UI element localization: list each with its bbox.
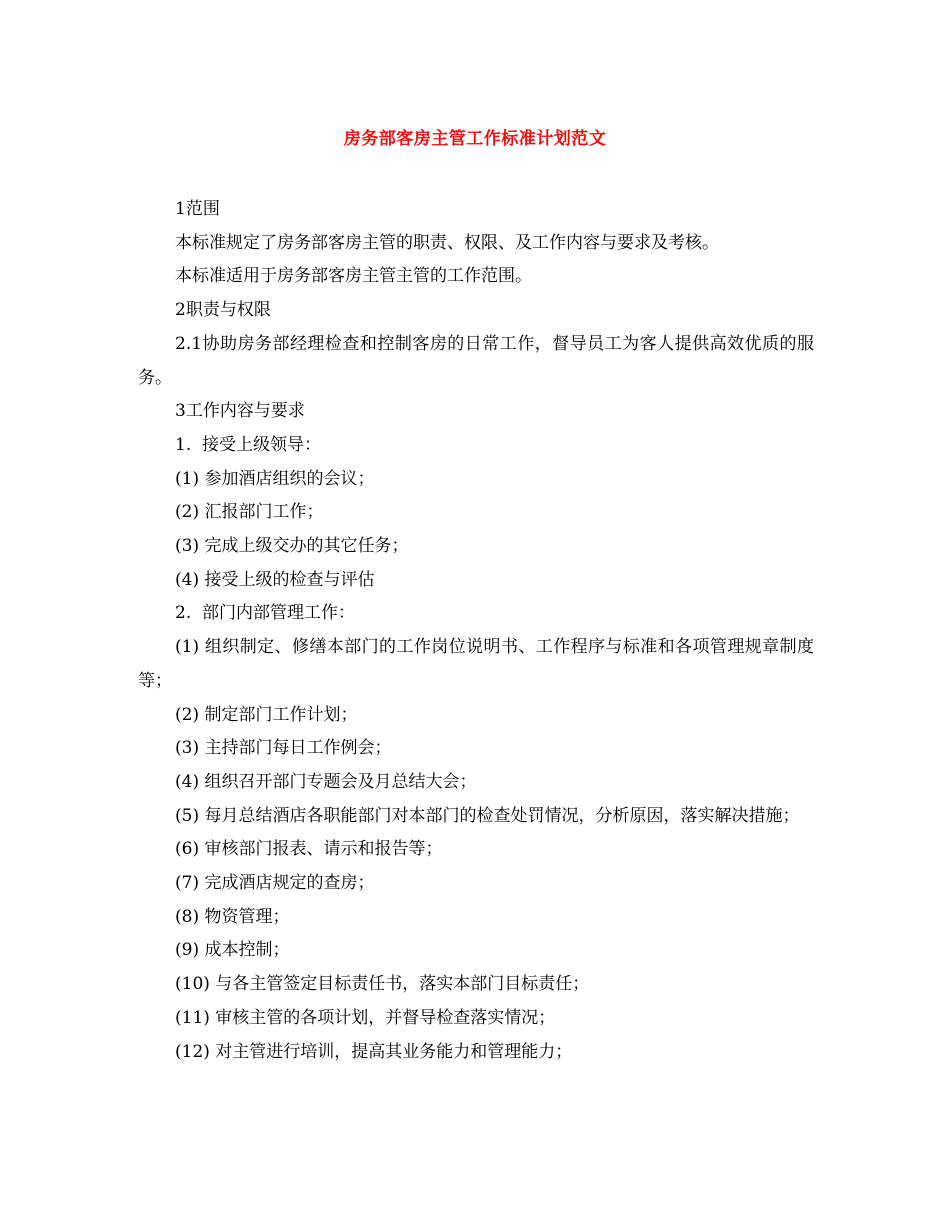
list-item: (11) 审核主管的各项计划，并督导检查落实情况； <box>175 1007 556 1028</box>
paragraph-duties-heading: 2职责与权限 <box>175 300 271 321</box>
list-item: (7) 完成酒店规定的查房； <box>175 873 375 894</box>
list-item: (3) 主持部门每日工作例会； <box>175 738 392 759</box>
list-item: (5) 每月总结酒店各职能部门对本部门的检查处罚情况，分析原因，落实解决措施； <box>175 805 800 826</box>
paragraph: 2.1协助房务部经理检查和控制客房的日常工作，督导员工为客人提供高效优质的服务。 <box>138 333 814 388</box>
list-item: (4) 接受上级的检查与评估 <box>175 569 375 590</box>
paragraph: 本标准规定了房务部客房主管的职责、权限、及工作内容与要求及考核。 <box>175 232 719 253</box>
list-item: (2) 制定部门工作计划； <box>175 704 358 725</box>
list-item: (6) 审核部门报表、请示和报告等； <box>175 839 443 860</box>
document-title: 房务部客房主管工作标准计划范文 <box>343 129 607 149</box>
list-item: (1) 参加酒店组织的会议； <box>175 468 375 489</box>
paragraph: 本标准适用于房务部客房主管主管的工作范围。 <box>175 266 532 287</box>
list-item: (1) 组织制定、修缮本部门的工作岗位说明书、工作程序与标准和各项管理规章制度等； <box>138 637 814 691</box>
list-item: (2) 汇报部门工作； <box>175 502 324 523</box>
list-item: (8) 物资管理； <box>175 906 290 927</box>
document-body <box>138 193 814 1069</box>
list-item: 2. 部门内部管理工作： <box>175 603 356 624</box>
list-item: (10) 与各主管签定目标责任书，落实本部门目标责任； <box>175 974 590 995</box>
list-item: (9) 成本控制； <box>175 940 290 961</box>
paragraph-scope-heading: 1范围 <box>175 199 220 219</box>
list-item: (3) 完成上级交办的其它任务； <box>175 536 409 557</box>
list-item: (12) 对主管进行培训，提高其业务能力和管理能力； <box>175 1041 573 1062</box>
list-item: 1. 接受上级领导： <box>175 434 322 455</box>
list-item: (4) 组织召开部门专题会及月总结大会； <box>175 771 477 792</box>
paragraph-content-heading: 3工作内容与要求 <box>175 401 305 422</box>
